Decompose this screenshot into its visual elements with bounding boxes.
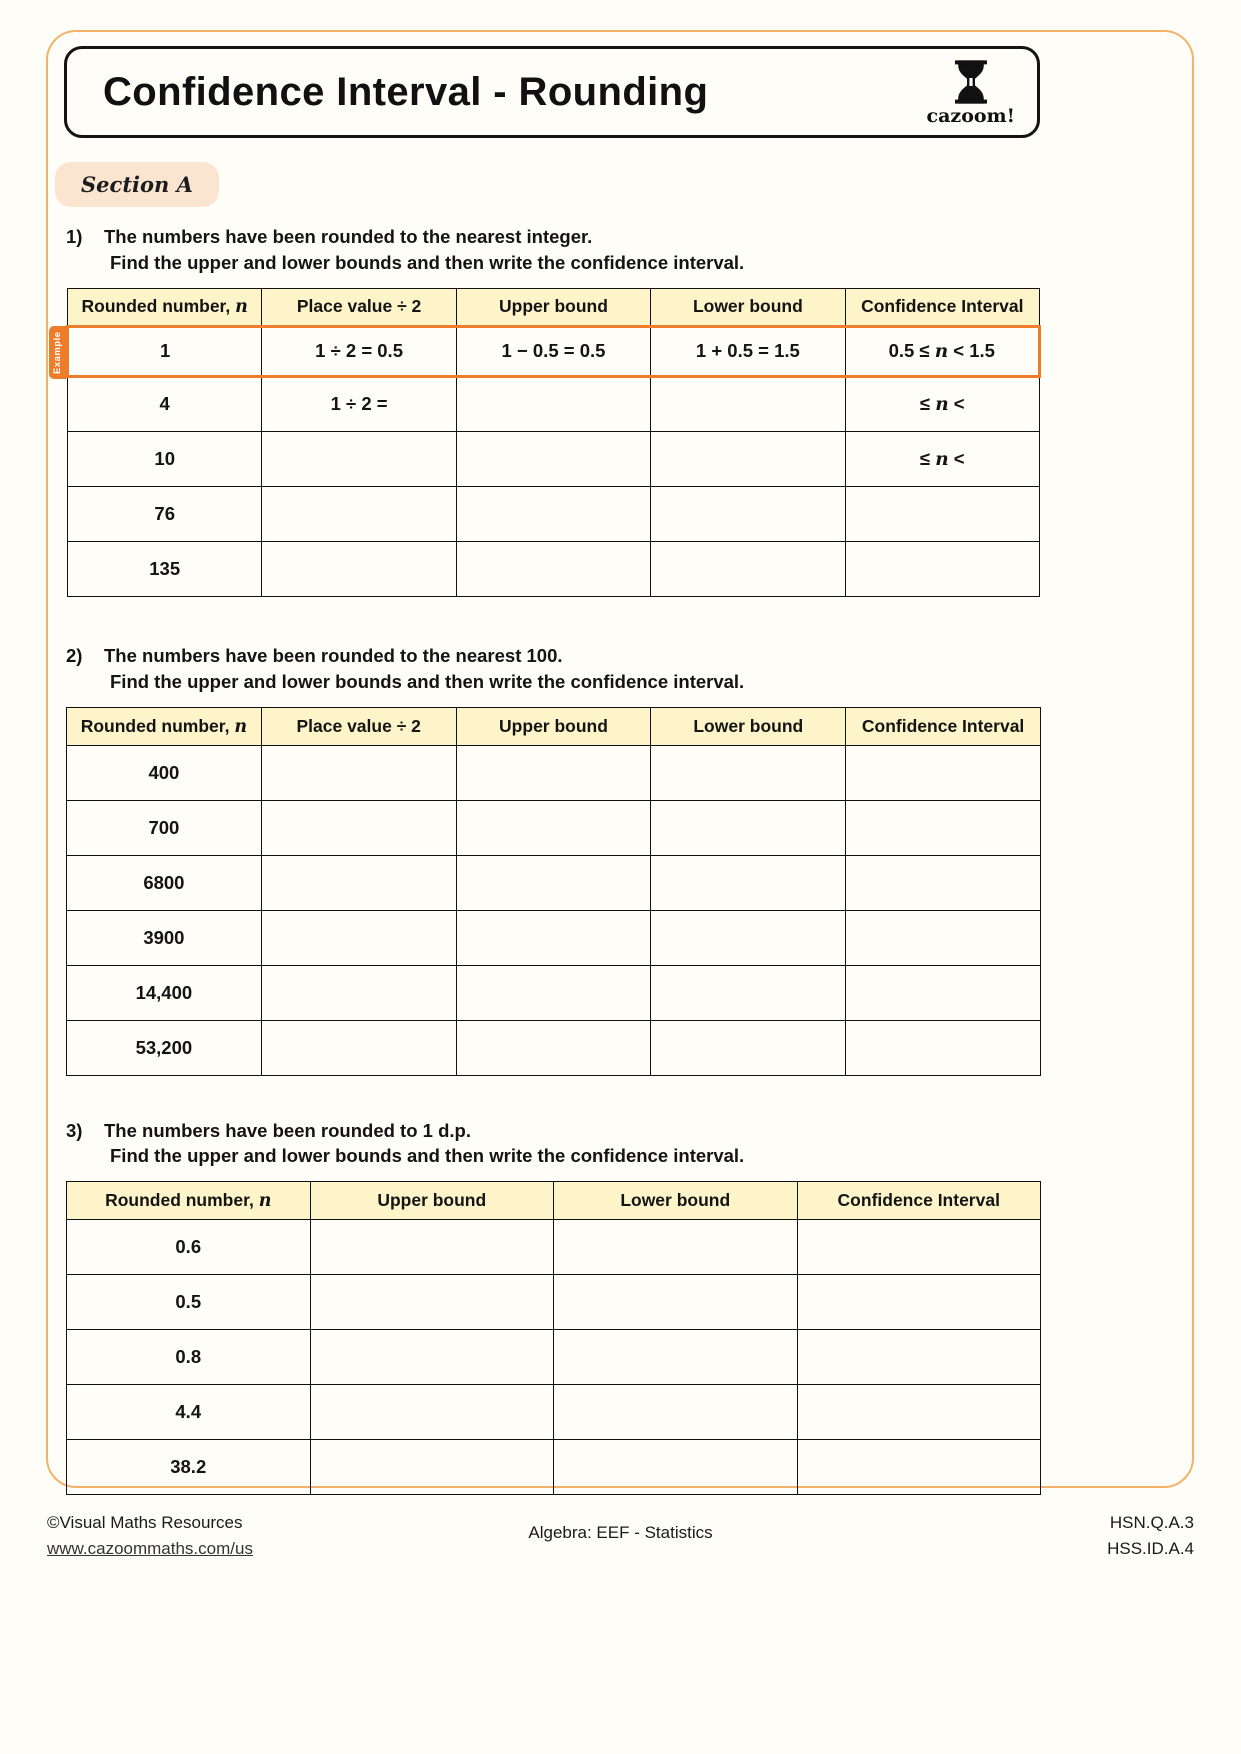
table-row [67, 1020, 1041, 1075]
table-cell [261, 965, 456, 1020]
table-cell: 400 [67, 745, 262, 800]
table-header-cell: Rounded number, n [67, 1182, 311, 1220]
question-2-text [104, 643, 744, 695]
table-cell [261, 745, 456, 800]
table-cell [651, 965, 846, 1020]
worksheet-table-3 [66, 1181, 1041, 1495]
table-cell [651, 1020, 846, 1075]
table-cell [845, 486, 1039, 541]
table-header-row [67, 707, 1041, 745]
table-cell: 1 ÷ 2 = [262, 376, 456, 431]
table-header-cell: Lower bound [651, 288, 845, 326]
table-cell: 1 + 0.5 = 1.5 [651, 326, 845, 376]
table-cell [846, 800, 1041, 855]
table-cell [310, 1275, 554, 1330]
table-1-wrap [52, 288, 1041, 597]
table-cell: ≤ n < [845, 431, 1039, 486]
table-cell: 0.8 [67, 1330, 311, 1385]
table-header-cell: Upper bound [456, 288, 650, 326]
table-cell: 14,400 [67, 965, 262, 1020]
table-header-cell: Place value ÷ 2 [261, 707, 456, 745]
table-row [67, 800, 1041, 855]
table-cell: 4.4 [67, 1385, 311, 1440]
table-cell [261, 855, 456, 910]
table-cell [554, 1275, 798, 1330]
table-cell [262, 431, 456, 486]
table-cell: 700 [67, 800, 262, 855]
table-cell: 38.2 [67, 1440, 311, 1495]
table-header-row [68, 288, 1040, 326]
table-cell: 0.5 [67, 1275, 311, 1330]
table-cell [456, 431, 650, 486]
table-cell [651, 910, 846, 965]
table-cell: 1 ÷ 2 = 0.5 [262, 326, 456, 376]
table-cell [651, 855, 846, 910]
table-cell: 1 [68, 326, 262, 376]
table-cell [554, 1220, 798, 1275]
table-cell [797, 1275, 1041, 1330]
table-row [68, 541, 1040, 596]
worksheet-content [52, 224, 1041, 1495]
table-cell [261, 1020, 456, 1075]
hourglass-logo-icon [955, 59, 987, 105]
table-cell [310, 1440, 554, 1495]
section-a-label: Section A [55, 162, 219, 207]
question-1-number: 1) [66, 226, 83, 247]
table-header-cell: Lower bound [554, 1182, 798, 1220]
question-2-line1: The numbers have been rounded to the nearest 100. [104, 644, 563, 666]
math-variable: n [934, 341, 949, 363]
table-cell: 76 [68, 486, 262, 541]
table-cell [846, 965, 1041, 1020]
table-2-wrap [66, 707, 1041, 1076]
table-cell: 3900 [67, 910, 262, 965]
table-cell [797, 1330, 1041, 1385]
table-header-cell: Confidence Interval [797, 1182, 1041, 1220]
table-row [68, 486, 1040, 541]
table-cell: ≤ n < [845, 376, 1039, 431]
footer-standards [713, 1510, 1194, 1561]
math-variable: n [234, 716, 248, 737]
table-row [67, 745, 1041, 800]
footer-topic: Algebra: EEF - Statistics [528, 1523, 713, 1542]
table-header-cell: Upper bound [310, 1182, 554, 1220]
table-header-cell: Confidence Interval [846, 707, 1041, 745]
table-cell [651, 745, 846, 800]
table-cell [846, 855, 1041, 910]
table-header-cell: Place value ÷ 2 [262, 288, 456, 326]
math-variable: n [258, 1191, 272, 1212]
table-cell [846, 910, 1041, 965]
table-cell [651, 431, 845, 486]
table-cell [310, 1385, 554, 1440]
table-row [68, 431, 1040, 486]
table-row [68, 376, 1040, 431]
question-1-text [104, 224, 744, 276]
header-box [64, 46, 1040, 138]
page-footer [47, 1510, 1194, 1561]
table-cell [456, 800, 651, 855]
table-cell [651, 486, 845, 541]
question-2 [66, 643, 1041, 695]
math-variable: n [935, 394, 949, 416]
table-header-cell: Lower bound [651, 707, 846, 745]
question-2-number: 2) [66, 644, 83, 666]
table-cell [797, 1440, 1041, 1495]
question-1-line1: The numbers have been rounded to the nearest integer. [104, 226, 593, 247]
brand-logo [927, 59, 1015, 126]
table-cell [456, 541, 650, 596]
table-row [67, 1330, 1041, 1385]
table-row [67, 1440, 1041, 1495]
page-title: Confidence Interval - Rounding [103, 69, 709, 114]
table-cell [456, 1020, 651, 1075]
table-cell [554, 1385, 798, 1440]
question-2-line2: Find the upper and lower bounds and then write the confidence interval. [110, 670, 745, 692]
table-cell [310, 1220, 554, 1275]
copyright-text: ©Visual Maths Resources [47, 1513, 243, 1532]
standard-code-1: HSN.Q.A.3 [1109, 1513, 1194, 1532]
website-link[interactable]: www.cazoommaths.com/us [47, 1538, 253, 1558]
question-3-text [104, 1118, 744, 1170]
table-cell: 1 − 0.5 = 0.5 [456, 326, 650, 376]
table-cell [456, 855, 651, 910]
brand-name: cazoom! [926, 104, 1015, 127]
table-row [67, 855, 1041, 910]
table-cell [554, 1330, 798, 1385]
footer-left [47, 1510, 528, 1561]
table-cell [846, 745, 1041, 800]
table-row [67, 1275, 1041, 1330]
question-3 [66, 1118, 1041, 1170]
table-row [67, 1385, 1041, 1440]
table-header-cell: Rounded number, n [67, 707, 262, 745]
table-cell [651, 376, 845, 431]
table-cell [845, 541, 1039, 596]
table-cell: 0.6 [67, 1220, 311, 1275]
table-header-cell: Confidence Interval [845, 288, 1039, 326]
table-header-cell: Rounded number, n [68, 288, 262, 326]
table-header-row [67, 1182, 1041, 1220]
table-cell [456, 745, 651, 800]
worksheet-table-1 [66, 288, 1041, 597]
question-1-line2: Find the upper and lower bounds and then write the confidence interval. [110, 251, 745, 273]
table-cell: 53,200 [67, 1020, 262, 1075]
table-cell [262, 486, 456, 541]
math-variable: n [935, 448, 949, 470]
question-1 [66, 224, 1041, 276]
table-3-wrap [66, 1181, 1041, 1495]
table-cell [262, 541, 456, 596]
table-cell: 0.5 ≤ n < 1.5 [845, 326, 1039, 376]
standard-code-2: HSS.ID.A.4 [1107, 1538, 1194, 1558]
table-cell [456, 486, 650, 541]
table-cell: 135 [68, 541, 262, 596]
table-row [67, 965, 1041, 1020]
table-header-cell: Upper bound [456, 707, 651, 745]
math-variable: n [235, 297, 248, 318]
table-row [67, 1220, 1041, 1275]
table-cell [456, 910, 651, 965]
question-3-line2: Find the upper and lower bounds and then write the confidence interval. [110, 1145, 745, 1167]
table-cell [261, 800, 456, 855]
question-3-line1: The numbers have been rounded to 1 d.p. [104, 1119, 471, 1141]
table-cell [261, 910, 456, 965]
worksheet-table-2 [66, 707, 1041, 1076]
table-cell [456, 376, 650, 431]
table-cell: 4 [68, 376, 262, 431]
table-cell [846, 1020, 1041, 1075]
table-cell: 10 [68, 431, 262, 486]
table-row [67, 910, 1041, 965]
question-3-number: 3) [66, 1119, 83, 1141]
table-cell [651, 800, 846, 855]
table-cell [651, 541, 845, 596]
table-cell [456, 965, 651, 1020]
table-cell [797, 1385, 1041, 1440]
table-cell [310, 1330, 554, 1385]
example-row [68, 326, 1040, 376]
table-cell [797, 1220, 1041, 1275]
example-tab: Example [49, 326, 66, 379]
table-cell [554, 1440, 798, 1495]
table-cell: 6800 [67, 855, 262, 910]
